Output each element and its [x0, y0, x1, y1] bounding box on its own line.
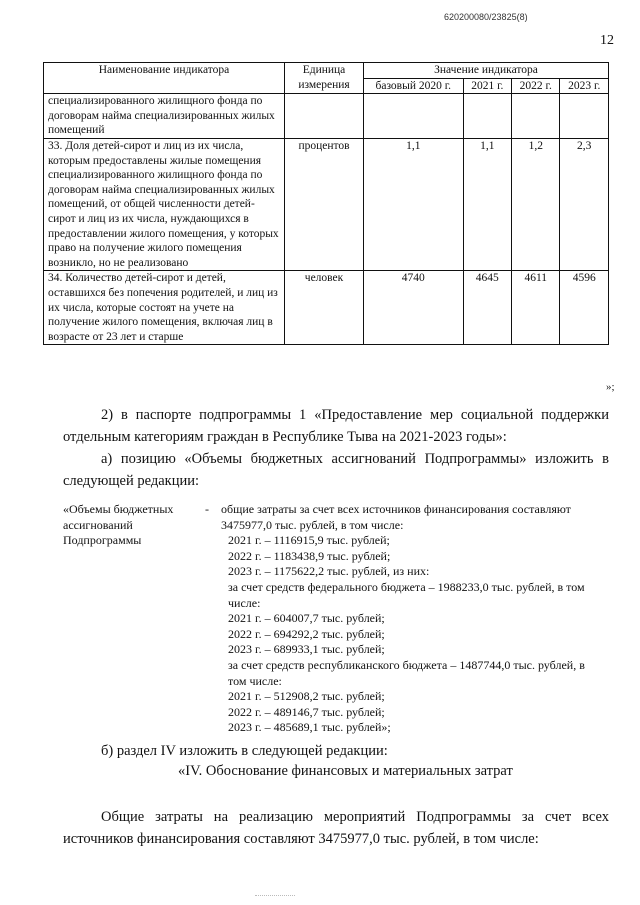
cell-2023: 2,3: [560, 138, 609, 270]
passport-line: общие затраты за счет всех источников финансирования составляют: [221, 502, 571, 516]
section-heading: «IV. Обоснование финансовых и материальных затрат: [178, 763, 513, 779]
passport-line: 2021 г. – 1116915,9 тыс. рублей;: [228, 533, 390, 548]
page-number: 12: [600, 33, 614, 48]
cell-2021: 4645: [463, 271, 511, 345]
passport-line: 2023 г. – 1175622,2 тыс. рублей, из них:: [228, 564, 430, 579]
passport-line: 2023 г. – 689933,1 тыс. рублей;: [228, 642, 385, 657]
cell-unit: [285, 94, 364, 139]
cell-name: 33. Доля детей-сирот и лиц из их числа, которым предоставлены жилые помещения специализированного жилищного фонда по договорам найма специализированных жилых помещений, от общей численности детей-сирот и лиц из их числа, нуждающихся в предоставлении жилого помещения, у которых право на получение жилого помещения возникло, но не реализовано: [44, 138, 285, 270]
header-2021: 2021 г.: [463, 78, 511, 94]
cell-2022: 1,2: [512, 138, 560, 270]
table-row: [44, 138, 609, 270]
cell-name: специализированного жилищного фонда по договорам найма специализированных жилых помещений: [44, 94, 285, 139]
table-row: [44, 94, 609, 139]
paragraph-position-change: а) позицию «Объемы бюджетных ассигнований Подпрограммы» изложить в следующей редакции:: [63, 451, 609, 489]
passport-line: 2021 г. – 512908,2 тыс. рублей;: [228, 689, 385, 704]
header-2023: 2023 г.: [560, 78, 609, 94]
cell-base: 4740: [364, 271, 464, 345]
cell-2021: 1,1: [463, 138, 511, 270]
cell-name: 34. Количество детей-сирот и детей, оставшихся без попечения родителей, и лиц из их числа, которые состоят на учете на получение жилого помещения, включая лиц в возрасте от 23 лет и старше: [44, 271, 285, 345]
passport-line: за счет средств республиканского бюджета – 1487744,0 тыс. рублей, в том числе:: [228, 657, 585, 688]
passport-line: 2022 г. – 489146,7 тыс. рублей;: [228, 704, 385, 719]
cell-base: [364, 94, 464, 139]
cell-unit: процентов: [285, 138, 364, 270]
cell-2023: 4596: [560, 271, 609, 345]
passport-body: [221, 502, 601, 736]
header-2022: 2022 г.: [512, 78, 560, 94]
cell-2023: [560, 94, 609, 139]
paragraph-passport-change: 2) в паспорте подпрограммы 1 «Предоставление мер социальной поддержки отдельным категориям граждан в Республике Тыва на 2021-2023 годы»:: [63, 407, 609, 445]
passport-line: за счет средств федерального бюджета – 1988233,0 тыс. рублей, в том числе:: [228, 579, 585, 610]
passport-line: 2022 г. – 1183438,9 тыс. рублей;: [228, 548, 391, 563]
table-row: [44, 271, 609, 345]
passport-label: «Объемы бюджетных ассигнований Подпрограммы: [63, 502, 174, 548]
cell-2022: 4611: [512, 271, 560, 345]
paragraph-section-change: б) раздел IV изложить в следующей редакции:: [101, 743, 388, 759]
passport-line: 2021 г. – 604007,7 тыс. рублей;: [228, 611, 385, 626]
header-value-group: Значение индикатора: [364, 63, 609, 79]
header-unit: Единица измерения: [285, 63, 364, 94]
scan-artifact: [255, 895, 295, 897]
cell-2022: [512, 94, 560, 139]
passport-dash: -: [205, 502, 209, 516]
passport-line: 3475977,0 тыс. рублей, в том числе:: [221, 517, 404, 532]
cell-2021: [463, 94, 511, 139]
cell-unit: человек: [285, 271, 364, 345]
header-name: Наименование индикатора: [44, 63, 285, 94]
passport-line: 2023 г. – 485689,1 тыс. рублей»;: [228, 720, 391, 735]
paragraph-total-costs: Общие затраты на реализацию мероприятий Подпрограммы за счет всех источников финансирования составляют 3475977,0 тыс. рублей, в том числе:: [63, 809, 609, 847]
passport-line: 2022 г. – 694292,2 тыс. рублей;: [228, 626, 385, 641]
document-id: 620200080/23825(8): [444, 12, 528, 22]
header-base: базовый 2020 г.: [364, 78, 464, 94]
indicator-table: [43, 62, 609, 345]
cell-base: 1,1: [364, 138, 464, 270]
closing-quote: »;: [606, 381, 615, 393]
